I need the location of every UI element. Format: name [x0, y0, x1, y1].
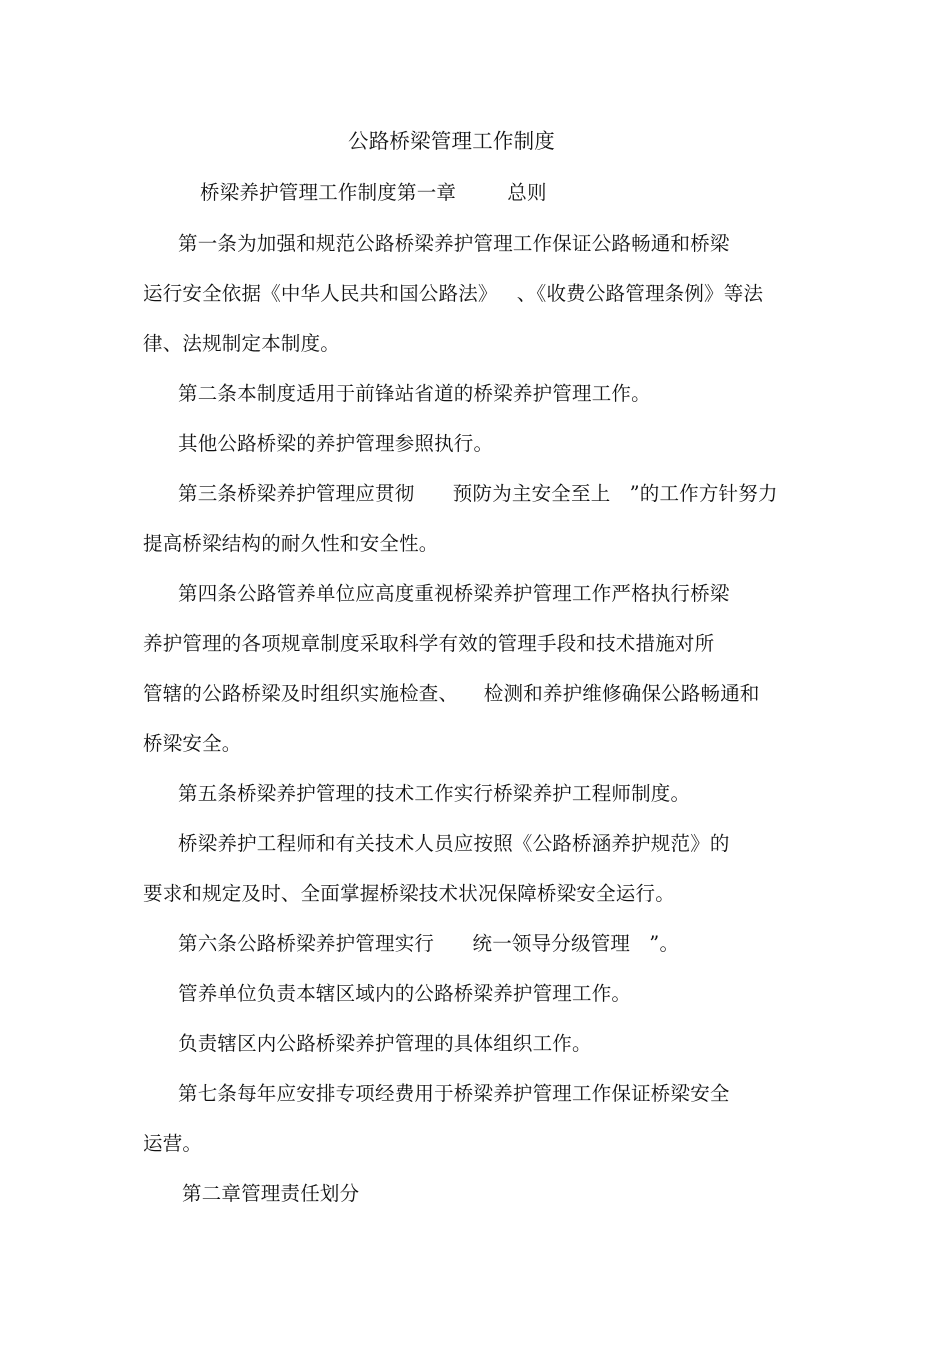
- paragraph-line: 桥梁安全。: [143, 732, 242, 755]
- paragraph-line: 负责辖区内公路桥梁养护管理的具体组织工作。: [178, 1032, 592, 1055]
- paragraph-line: 律、法规制定本制度。: [143, 332, 341, 355]
- paragraph-line: 养护管理的各项规章制度采取科学有效的管理手段和技术措施对所: [143, 632, 715, 655]
- paragraph-line: 提高桥梁结构的耐久性和安全性。: [143, 532, 439, 555]
- paragraph-line: 第二条本制度适用于前锋站省道的桥梁养护管理工作。: [178, 382, 651, 405]
- chapter-heading: 桥梁养护管理工作制度第一章 总则: [200, 181, 547, 204]
- document-title: 公路桥梁管理工作制度: [348, 129, 555, 153]
- paragraph-line: 第五条桥梁养护管理的技术工作实行桥梁养护工程师制度。: [178, 782, 691, 805]
- paragraph-line: 其他公路桥梁的养护管理参照执行。: [178, 432, 494, 455]
- paragraph-line: 要求和规定及时、全面掌握桥梁技术状况保障桥梁安全运行。: [143, 882, 675, 905]
- paragraph-line: 第四条公路管养单位应高度重视桥梁养护管理工作严格执行桥梁: [178, 582, 730, 605]
- paragraph-line: 第六条公路桥梁养护管理实行 统一领导分级管理 ”。: [178, 932, 680, 955]
- paragraph-line: 运营。: [143, 1132, 203, 1155]
- paragraph-line: 管辖的公路桥梁及时组织实施检查、 检测和养护维修确保公路畅通和: [143, 682, 760, 705]
- paragraph-line: 第三条桥梁养护管理应贯彻 预防为主安全至上 ”的工作方针努力: [178, 482, 778, 505]
- paragraph-line: 运行安全依据《中华人民共和国公路法》 、《收费公路管理条例》等法: [143, 282, 764, 305]
- paragraph-line: 管养单位负责本辖区域内的公路桥梁养护管理工作。: [178, 982, 632, 1005]
- paragraph-line: 第一条为加强和规范公路桥梁养护管理工作保证公路畅通和桥梁: [178, 232, 730, 255]
- paragraph-line: 桥梁养护工程师和有关技术人员应按照《公路桥涵养护规范》的: [178, 832, 730, 855]
- chapter-heading: 第二章管理责任划分: [182, 1182, 360, 1205]
- paragraph-line: 第七条每年应安排专项经费用于桥梁养护管理工作保证桥梁安全: [178, 1082, 730, 1105]
